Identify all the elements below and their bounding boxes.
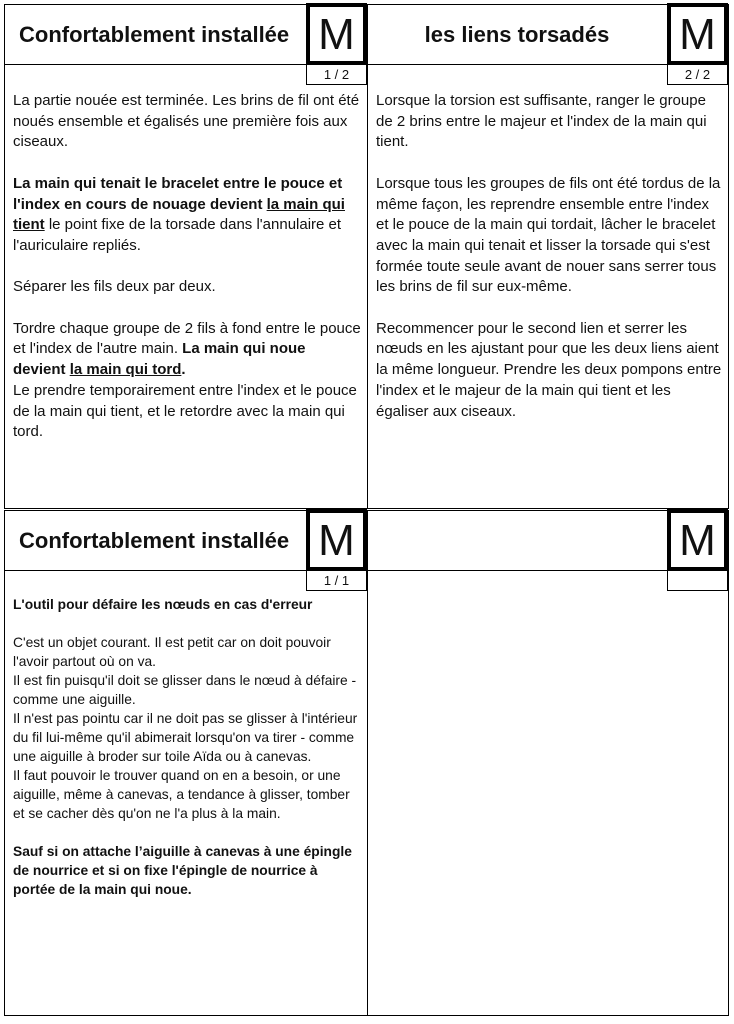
- page-number: 2 / 2: [667, 65, 728, 85]
- bold-text: L'outil pour défaire les nœuds en cas d'erreur: [13, 597, 313, 612]
- card-header: [368, 511, 728, 571]
- bold-text: Sauf si on attache l’aiguille à canevas à une épingle de nourrice et si on fixe l'épingle de nourrice à portée de la main qui noue.: [13, 844, 352, 897]
- bold-text: La main qui tenait le bracelet entre le pouce et l'index en cours de nouage devient: [13, 174, 343, 213]
- paragraph: La partie nouée est terminée. Les brins de fil ont été noués ensemble et égalisés une première fois aux ciseaux.: [13, 92, 360, 151]
- paragraph: Lorsque tous les groupes de fils ont été tordus de la même façon, les reprendre ensemble entre l'index et le pouce de la main qui tordait, lâcher le bracelet avec la main qui tenait et lisser la torsade qui s'est formée toute seule avant de nouer sans serrer tous les brins de fil sur eux-même.: [376, 174, 721, 296]
- bold-underlined-text: [70, 361, 182, 378]
- text: Il faut pouvoir le trouver quand on en a besoin, or une aiguille, même à canevas, a tendance à glisser, tomber et se cacher dès qu'on ne l'a plus à la main.: [13, 768, 350, 821]
- card-1: [4, 4, 368, 509]
- page-number: 1 / 1: [306, 571, 367, 591]
- card-header: [368, 5, 728, 65]
- bold-text: .: [181, 361, 186, 379]
- text: le point fixe de la torsade dans l'annulaire et l'auriculaire repliés.: [13, 216, 342, 254]
- card-title: Confortablement installée: [19, 528, 290, 553]
- paragraph: [13, 633, 361, 823]
- underlined-text: la main qui tord: [69, 361, 182, 379]
- marker-box: M: [306, 3, 367, 65]
- paragraph: Recommencer pour le second lien et serrer les nœuds en les ajustant pour que les deux liens aient la même longueur. Prendre les deux pompons entre l'index et le majeur de la main qui tient et les égaliser aux ciseaux.: [376, 319, 722, 420]
- page-number: [667, 571, 728, 591]
- card-title: les liens torsadés: [424, 22, 610, 47]
- marker-box: M: [306, 509, 367, 571]
- card-body: [376, 91, 722, 443]
- text: C'est un objet courant. Il est petit car on doit pouvoir l'avoir partout où on va.: [13, 635, 331, 669]
- text: Il est fin puisqu'il doit se glisser dans le nœud à défaire - comme une aiguille.: [13, 673, 357, 707]
- card-body: [13, 91, 361, 464]
- card-title: Confortablement installée: [19, 22, 290, 47]
- card-body: [13, 595, 361, 918]
- bold-text: La main qui noue devient: [13, 340, 306, 379]
- page-number: 1 / 2: [306, 65, 367, 85]
- paragraph: [13, 319, 361, 443]
- card-3: [4, 510, 368, 1016]
- text: Il n'est pas pointu car il ne doit pas se glisser à l'intérieur du fil lui-même qu'il abimerait lorsqu'on va tirer - comme une aiguille à broder sur toile Aïda ou à canevas.: [13, 711, 358, 764]
- paragraph: Séparer les fils deux par deux.: [13, 278, 216, 296]
- text: Tordre chaque groupe de 2 fils à fond entre le pouce et l'index de l'autre main.: [13, 319, 361, 358]
- marker-box: M: [667, 509, 728, 571]
- card-header: [5, 511, 367, 571]
- section-heading: [13, 595, 361, 614]
- marker-box: M: [667, 3, 728, 65]
- conclusion: [13, 842, 361, 899]
- card-4: [367, 510, 729, 1016]
- card-2: [367, 4, 729, 509]
- paragraph: [13, 174, 361, 257]
- text: Le prendre temporairement entre l'index et le pouce de la main qui tient, et le retordre avec la main qui tord.: [13, 381, 357, 441]
- underlined-text: la main qui tient: [13, 195, 345, 234]
- paragraph: Lorsque la torsion est suffisante, ranger le groupe de 2 brins entre le majeur et l'index de la main qui tient.: [376, 92, 707, 151]
- card-header: [5, 5, 367, 65]
